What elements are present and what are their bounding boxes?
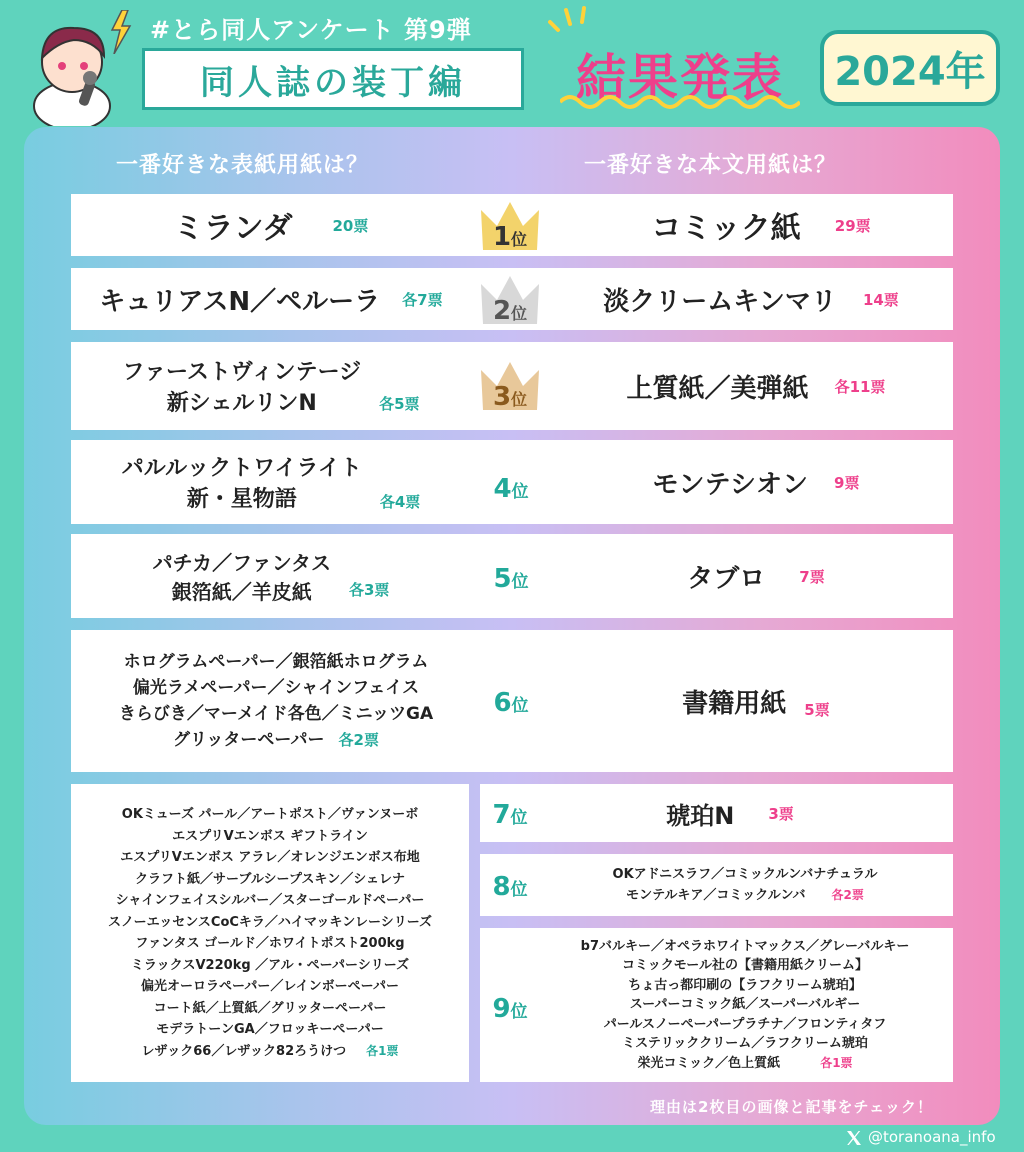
cover-paper-name: クラフト紙／サーブルシープスキン／シェレナ — [135, 871, 405, 887]
body-paper-name: タブロ — [687, 563, 766, 594]
cover-paper-name: キュリアスN／ペルーラ — [99, 286, 381, 317]
rank-label: 1位 — [492, 222, 528, 252]
rank-label: 3位 — [492, 382, 528, 412]
body-paper-name: 書籍用紙 — [682, 688, 787, 719]
body-votes: 14票 — [862, 290, 899, 309]
body-paper-name: ちょ古っ都印刷の【ラフクリーム琥珀】 — [628, 977, 862, 993]
wave-underline — [560, 92, 800, 112]
body-paper-name: モンテシオン — [652, 469, 809, 500]
body-votes: 5票 — [804, 700, 830, 719]
cover-paper-name: レザック66／レザック82ろうけつ — [141, 1043, 347, 1059]
survey-subtitle: 同人誌の装丁編 — [200, 62, 466, 103]
rank-7-body-block — [480, 784, 953, 842]
cover-paper-name: きらびき／マーメイド各色／ミニッツGA — [118, 704, 434, 724]
ranking-row-1 — [71, 194, 953, 256]
ranking-row-4 — [71, 440, 953, 524]
body-paper-name: 栄光コミック／色上質紙 — [637, 1055, 781, 1071]
body-paper-name: モンテルキア／コミックルンバ — [626, 887, 806, 903]
body-paper-name: コミックモール社の【書籍用紙クリーム】 — [622, 958, 868, 974]
body-votes: 各2票 — [831, 887, 864, 902]
footer-note: 理由は2枚目の画像と記事をチェック！ — [650, 1098, 933, 1116]
right-column-heading: 一番好きな本文用紙は？ — [584, 153, 838, 178]
cover-paper-name: シャインフェイスシルバー／スターゴールドペーパー — [115, 893, 425, 908]
ranking-row-2 — [71, 268, 953, 330]
x-logo-icon — [846, 1130, 862, 1146]
cover-votes: 各3票 — [348, 581, 390, 599]
cover-paper-name: エスプリVエンボス アラレ／オレンジエンボス布地 — [120, 850, 420, 865]
cover-paper-name: スノーエッセンスCoCキラ／ハイマッキンレーシリーズ — [107, 914, 433, 930]
body-paper-name: パールスノーペーパープラチナ／フロンティタフ — [603, 1016, 887, 1032]
cover-votes: 20票 — [332, 216, 369, 235]
body-paper-name: コミック紙 — [651, 211, 801, 246]
body-votes: 各1票 — [820, 1055, 853, 1070]
cover-votes: 各4票 — [379, 493, 421, 511]
body-votes: 各11票 — [834, 377, 886, 396]
cover-paper-name: 偏光ラメペーパー／シャインフェイス — [132, 678, 420, 698]
rank-4-label: 4位 — [493, 474, 529, 504]
lightning-icon — [108, 10, 134, 54]
body-votes: 3票 — [768, 804, 794, 823]
year-badge — [820, 30, 1000, 106]
rank-5-label: 5位 — [493, 564, 529, 594]
body-paper-name: 琥珀N — [666, 801, 735, 830]
cover-paper-name: ホログラムペーパー／銀箔紙ホログラム — [123, 652, 429, 672]
cover-paper-name: 偏光オーロラペーパー／レインボーペーパー — [140, 979, 400, 994]
rank-7-cover-block — [71, 784, 469, 1082]
cover-paper-name: コート紙／上質紙／グリッターペーパー — [153, 1000, 387, 1016]
ranking-row-5 — [71, 534, 953, 618]
cover-paper-name: エスプリVエンボス ギフトライン — [172, 828, 368, 844]
body-paper-name: 上質紙／美弾紙 — [626, 373, 809, 404]
cover-paper-name: 銀箔紙／羊皮紙 — [171, 580, 312, 604]
subtitle-box — [142, 48, 524, 110]
cover-votes: 各5票 — [379, 395, 420, 413]
rank-7-label: 7位 — [492, 800, 528, 830]
cover-votes: 各2票 — [338, 731, 379, 749]
results-title: 結果発表 — [576, 49, 784, 107]
account-handle[interactable]: @toranoana_info — [868, 1128, 996, 1146]
rank-9-body-block — [480, 928, 953, 1082]
rank-1-crown — [477, 196, 543, 254]
rank-6-label: 6位 — [493, 688, 529, 718]
cover-paper-name: 新・星物語 — [186, 487, 297, 512]
cover-paper-name: パルルックトワイライト — [121, 456, 362, 481]
cover-paper-name: ファンタス ゴールド／ホワイトポスト200kg — [135, 936, 405, 951]
rank-label: 2位 — [492, 296, 528, 326]
cover-paper-name: パチカ／ファンタス — [152, 551, 331, 575]
body-votes: 9票 — [834, 473, 860, 492]
year-label: 2024年 — [834, 48, 986, 95]
cover-votes: 各7票 — [402, 290, 443, 309]
body-paper-name: ミステリッククリーム／ラフクリーム琥珀 — [622, 1036, 868, 1052]
body-paper-name: OKアドニスラフ／コミックルンバナチュラル — [612, 866, 878, 882]
cover-votes: 各1票 — [366, 1043, 399, 1058]
body-votes: 7票 — [799, 567, 825, 586]
left-column-heading: 一番好きな表紙用紙は？ — [116, 153, 370, 178]
survey-hashtag: #とら同人アンケート 第9弾 — [150, 16, 472, 44]
sparkle-icon — [548, 0, 608, 40]
ranking-row-6 — [71, 630, 953, 772]
body-paper-name: b7バルキー／オペラホワイトマックス／グレーバルキー — [580, 938, 910, 954]
cover-paper-name: ミラックスV220kg ／アル・ペーパーシリーズ — [130, 957, 410, 973]
rank-3-crown — [477, 356, 543, 414]
ranking-row-3 — [71, 342, 953, 430]
rank-2-crown — [477, 270, 543, 328]
rank-8-label: 8位 — [492, 872, 528, 902]
rank-9-label: 9位 — [492, 994, 528, 1024]
body-paper-name: スーパーコミック紙／スーパーバルギー — [629, 997, 861, 1013]
cover-paper-name: モデラトーンGA／フロッキーペーパー — [156, 1022, 384, 1037]
cover-paper-name: ミランダ — [173, 211, 293, 246]
cover-paper-name: ファーストヴィンテージ — [122, 360, 362, 385]
cover-paper-name: 新シェルリンN — [166, 391, 317, 416]
body-votes: 29票 — [834, 216, 871, 235]
body-paper-name: 淡クリームキンマリ — [603, 286, 837, 317]
rank-8-body-block — [480, 854, 953, 916]
cover-paper-name: グリッターペーパー — [173, 730, 325, 750]
cover-paper-name: OKミューズ パール／アートポスト／ヴァンヌーボ — [121, 807, 419, 822]
